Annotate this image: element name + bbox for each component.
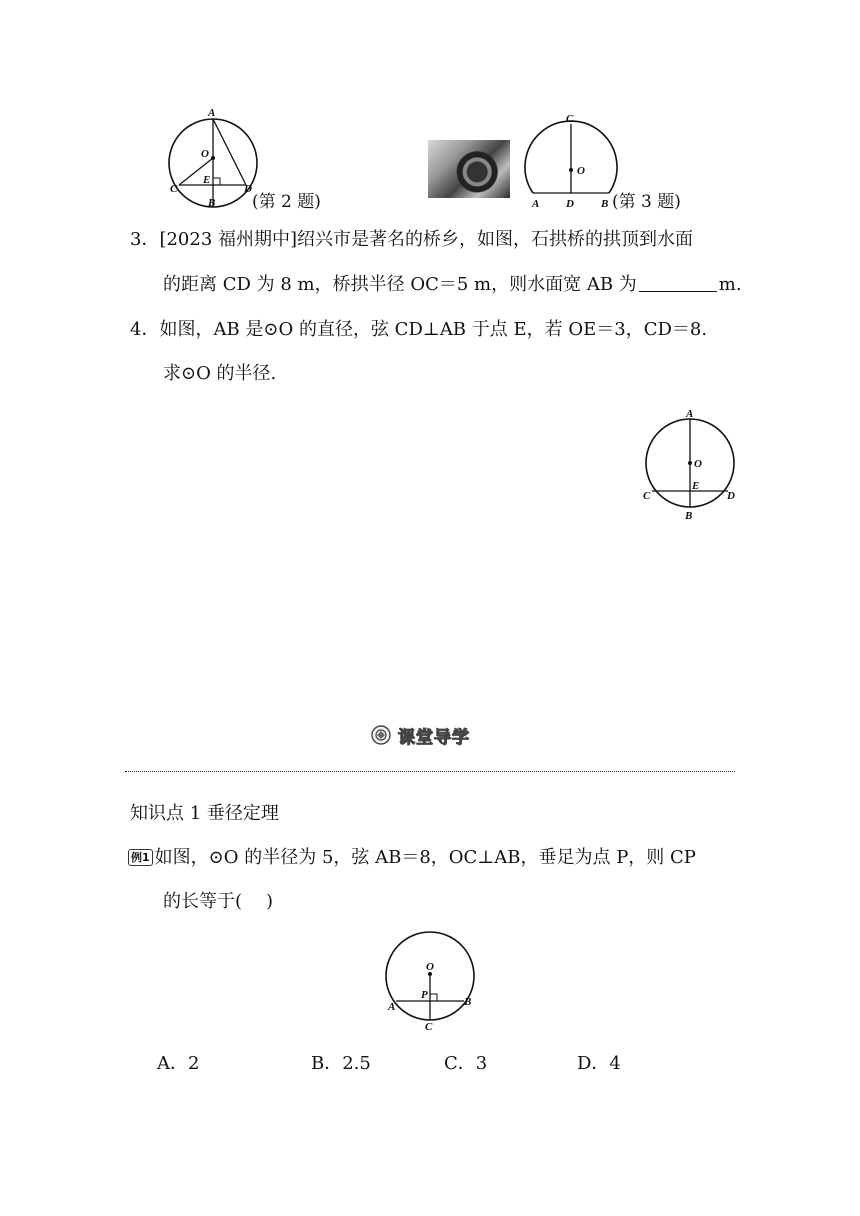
fig3-label-d: D — [566, 198, 574, 210]
question-3-text: 的距离 CD 为 8 m，桥拱半径 OC＝5 m，则水面宽 AB 为 — [163, 274, 637, 295]
example-label-c: C — [425, 1021, 433, 1033]
fig4-label-b: B — [685, 510, 693, 522]
figure-3-diagram — [522, 112, 622, 212]
fig3-label-c: C — [566, 113, 574, 125]
figure-3-caption: (第 3 题) — [612, 192, 681, 212]
knowledge-point-heading: 知识点 1 垂径定理 — [130, 803, 279, 824]
fig4-label-a: A — [686, 408, 694, 420]
fig3-label-o: O — [577, 165, 585, 177]
option-d[interactable]: D．4 — [577, 1053, 621, 1074]
bridge-photo — [428, 140, 510, 198]
figure-4-diagram — [640, 405, 740, 523]
example-line-1 — [128, 849, 696, 867]
fig4-label-c: C — [643, 490, 651, 502]
option-c[interactable]: C．3 — [444, 1053, 488, 1074]
fig3-label-b: B — [601, 198, 609, 210]
section-banner-title: 课堂导学 — [398, 727, 470, 748]
example-question-text: 的长等于( — [163, 891, 243, 912]
example-label-b: B — [464, 996, 472, 1008]
fig2-label-e: E — [203, 174, 211, 186]
example-label-a: A — [388, 1001, 396, 1013]
example-label-o: O — [426, 961, 434, 973]
example-diagram — [380, 930, 480, 1036]
classroom-icon — [370, 724, 392, 746]
example-close-paren: ) — [266, 891, 274, 912]
answer-blank[interactable] — [639, 275, 717, 292]
fig2-label-o: O — [201, 148, 209, 160]
option-b[interactable]: B．2.5 — [311, 1053, 371, 1074]
figure-2-caption: (第 2 题) — [252, 192, 321, 212]
question-4-line-1: 4．如图，AB 是⊙O 的直径，弦 CD⊥AB 于点 E，若 OE＝3，CD＝8. — [130, 319, 708, 340]
example-text: 如图，⊙O 的半径为 5，弦 AB＝8，OC⊥AB，垂足为点 P，则 CP — [154, 847, 696, 868]
figure-2-diagram — [165, 106, 265, 212]
option-a[interactable]: A．2 — [157, 1053, 200, 1074]
fig4-label-o: O — [694, 458, 702, 470]
question-4-line-2: 求⊙O 的半径. — [163, 363, 277, 384]
question-3-line-1: 3．[2023 福州期中]绍兴市是著名的桥乡，如图，石拱桥的拱顶到水面 — [130, 229, 694, 250]
fig2-label-d: D — [244, 183, 252, 195]
example-badge: 例1 — [128, 849, 153, 866]
example-line-2 — [163, 893, 273, 911]
fig2-label-b: B — [208, 197, 216, 209]
fig2-label-c: C — [170, 183, 178, 195]
fig2-label-a: A — [208, 107, 216, 119]
section-banner — [370, 722, 470, 748]
fig4-label-e: E — [692, 480, 700, 492]
question-3-unit: m. — [718, 274, 742, 295]
example-label-p: P — [421, 989, 428, 1001]
section-divider — [125, 771, 735, 772]
question-3-line-2 — [163, 275, 742, 294]
fig3-label-a: A — [532, 198, 540, 210]
fig4-label-d: D — [727, 490, 735, 502]
